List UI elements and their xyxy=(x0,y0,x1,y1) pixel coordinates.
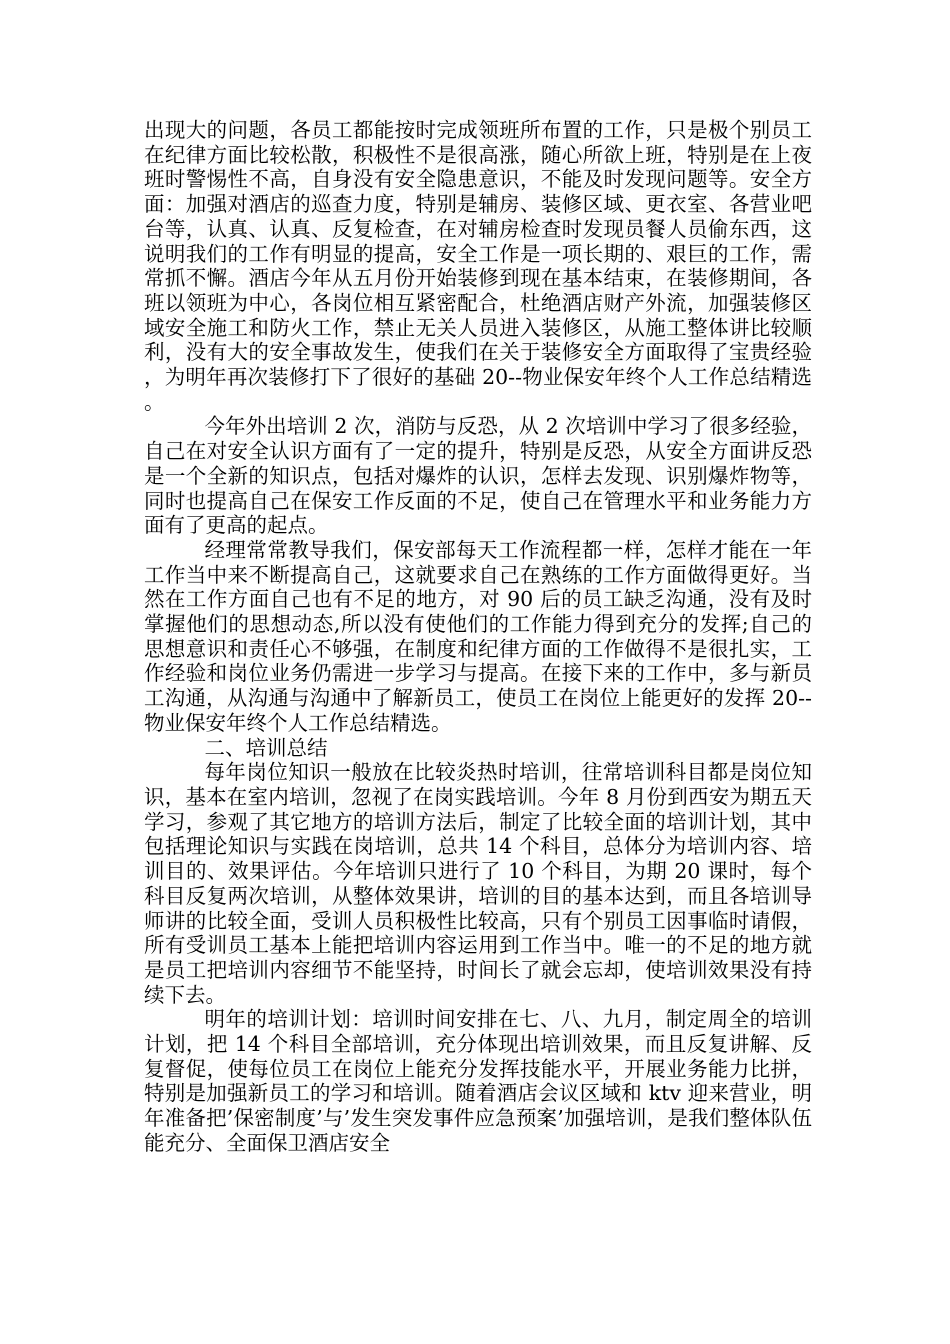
paragraph-training-plan: 明年的培训计划：培训时间安排在七、八、九月，制定周全的培训计划，把 14 个科目全部培训，充分体现出培训效果，而且反复讲解、反复督促，使每位员工在岗位上能充分发挥技能水平，开展业务能力比拼，特别是加强新员工的学习和培训。随着酒店会议区域和 ktv 迎来营业，明年准备把’保密制度’与’发生突发事件应急预案’加强培训，是我们整体队伍能充分、全面保卫酒店安全 xyxy=(144,1007,812,1155)
paragraph-external-training: 今年外出培训 2 次，消防与反恐，从 2 次培训中学习了很多经验，自己在对安全认识方面有了一定的提升，特别是反恐，从安全方面讲反恐是一个全新的知识点，包括对爆炸的认识，怎样去发现、识别爆炸物等，同时也提高自己在保安工作反面的不足，使自己在管理水平和业务能力方面有了更高的起点。 xyxy=(144,414,812,538)
document-body xyxy=(144,118,812,1156)
section-heading-training-summary: 二、培训总结 xyxy=(204,735,328,760)
paragraph-training-review: 每年岗位知识一般放在比较炎热时培训，往常培训科目都是岗位知识，基本在室内培训，忽视了在岗实践培训。今年 8 月份到西安为期五天学习，参观了其它地方的培训方法后，制定了比较全面的培训计划，其中包括理论知识与实践在岗培训，总共 14 个科目，总体分为培训内容、培训目的、效果评估。今年培训只进行了 10 个科目，为期 20 课时，每个科目反复两次培训，从整体效果讲，培训的目的基本达到，而且各培训导师讲的比较全面，受训人员积极性比较高，只有个别员工因事临时请假，所有受训员工基本上能把培训内容运用到工作当中。唯一的不足的地方就是员工把培训内容细节不能坚持，时间长了就会忘却，使培训效果没有持续下去。 xyxy=(144,760,812,1007)
paragraph-security-summary: 出现大的问题，各员工都能按时完成领班所布置的工作，只是极个别员工在纪律方面比较松散，积极性不是很高涨，随心所欲上班，特别是在上夜班时警惕性不高，自身没有安全隐患意识，不能及时发现问题等。安全方面：加强对酒店的巡查力度，特别是辅房、装修区域、更衣室、各营业吧台等，认真、认真、反复检查，在对辅房检查时发现员餐人员偷东西，这说明我们的工作有明显的提高，安全工作是一项长期的、艰巨的工作，需常抓不懈。酒店今年从五月份开始装修到现在基本结束，在装修期间，各班以领班为中心，各岗位相互紧密配合，杜绝酒店财产外流，加强装修区域安全施工和防火工作，禁止无关人员进入装修区，从施工整体讲比较顺利，没有大的安全事故发生，使我们在关于装修安全方面取得了宝贵经验，为明年再次装修打下了很好的基础 20--物业保安年终个人工作总结精选。 xyxy=(144,118,812,414)
paragraph-self-improvement: 经理常常教导我们，保安部每天工作流程都一样，怎样才能在一年工作当中来不断提高自己，这就要求自己在熟练的工作方面做得更好。当然在工作方面自己也有不足的地方，对 90 后的员工缺乏沟通，没有及时掌握他们的思想动态,所以没有使他们的工作能力得到充分的发挥;自己的思想意识和责任心不够强，在制度和纪律方面的工作做得不是很扎实，工作经验和岗位业务仍需进一步学习与提高。在接下来的工作中，多与新员工沟通，从沟通与沟通中了解新员工，使员工在岗位上能更好的发挥 20--物业保安年终个人工作总结精选。 xyxy=(144,537,812,735)
